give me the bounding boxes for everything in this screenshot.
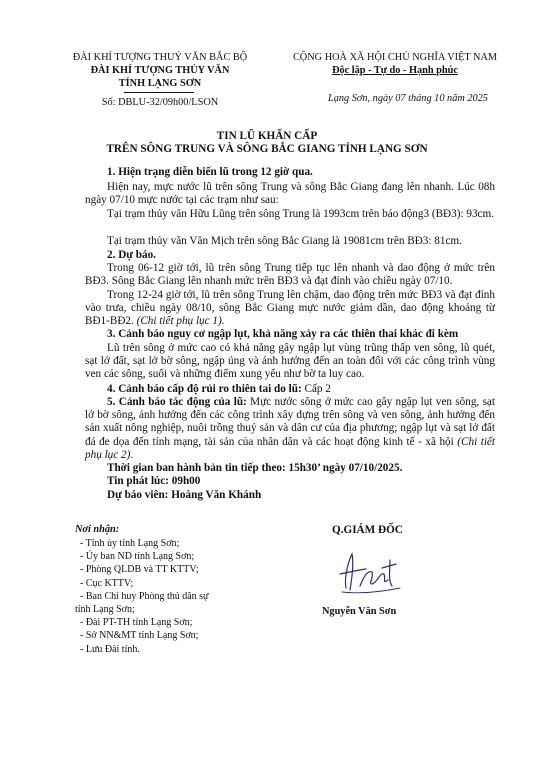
- handwritten-signature: [330, 548, 410, 598]
- appendix-2-note: (Chi tiết phụ lục 2): [85, 435, 496, 461]
- national-motto: Độc lập - Tự do - Hạnh phúc: [332, 65, 458, 76]
- section-4-line: [107, 383, 331, 396]
- forecaster: Dự báo viên: Hoàng Văn Khánh: [107, 489, 262, 501]
- appendix-1-note: (Chi tiết phụ lục 1).: [136, 315, 225, 328]
- recipient-item: - Cục KTTV;: [80, 577, 134, 589]
- bulletin-title: TIN LŨ KHẨN CẤP: [216, 130, 318, 142]
- signer-role: Q.GIÁM ĐỐC: [332, 524, 403, 536]
- recipient-item: tỉnh Lạng Sơn;: [75, 604, 135, 616]
- section-1-paragraph: Hiện nay, mực nước lũ trên sông Trung và sông Bắc Giang đang lên nhanh. Lúc 08h ngày 07/10 mực nước tại các trạm như sau:: [85, 181, 495, 207]
- place-date: Lạng Sơn, ngày 07 tháng 10 năm 2025: [328, 93, 488, 104]
- recipient-item: - Lưu Đài tỉnh.: [80, 643, 140, 655]
- national-title: CỘNG HOÀ XÃ HỘI CHỦ NGHĨA VIỆT NAM: [292, 52, 498, 63]
- recipients-heading: Nơi nhận:: [75, 524, 120, 535]
- forecast-6-12h: Trong 06-12 giờ tới, lũ trên sông Trung tiếp tục lên nhanh và dao động ở mức trên BĐ3. Sông Bắc Giang lên nhanh mức trên BĐ3 và đạt đỉnh vào chiều ngày 07/10.: [85, 262, 495, 288]
- section-4-heading: 4. Cảnh báo cấp độ rủi ro thiên tai do lũ:: [107, 383, 302, 395]
- station-van-mich: Tại trạm thủy văn Văn Mịch trên sông Bắc Giang là 19081cm trên BĐ3: 81cm.: [107, 235, 462, 247]
- forecast-12-24h: [85, 289, 495, 329]
- section-5-heading: 5. Cảnh báo tác động của lũ:: [107, 396, 247, 408]
- risk-level: Cấp 2: [304, 383, 331, 395]
- recipient-item: - Sở NN&MT tỉnh Lạng Sơn;: [80, 630, 199, 642]
- issue-time: Tin phát lúc: 09h00: [107, 475, 201, 487]
- section-1-heading: 1. Hiện trạng diễn biến lũ trong 12 giờ qua.: [107, 166, 313, 178]
- bulletin-subtitle: TRÊN SÔNG TRUNG VÀ SÔNG BẮC GIANG TỈNH LẠNG SƠN: [106, 143, 428, 155]
- recipient-item: - Phòng QLDB và TT KTTV;: [80, 564, 199, 576]
- recipient-item: - Đài PT-TH tỉnh Lạng Sơn;: [80, 617, 193, 629]
- agency-underline: [124, 92, 194, 93]
- forecast-12-24h-text: Trong 12-24 giờ tới, lũ trên sông Trung lên chậm, dao động trên mức BĐ3 và đạt đỉnh vào trưa, chiều ngày 08/10, sông Bắc Giang mực nước giảm dần, dao động khoảng từ BĐ1-BĐ2.: [85, 289, 495, 328]
- signer-name: Nguyễn Văn Sơn: [322, 606, 397, 617]
- agency-parent: ĐÀI KHÍ TƯỢNG THUỶ VĂN BẮC BỘ: [72, 52, 248, 63]
- next-issue-time: Thời gian ban hành bản tin tiếp theo: 15h30’ ngày 07/10/2025.: [107, 462, 403, 474]
- station-huu-lung: Tại trạm thủy văn Hữu Lũng trên sông Trung là 1993cm trên báo động3 (BĐ3): 93cm.: [107, 208, 495, 220]
- agency-name-line1: ĐÀI KHÍ TƯỢNG THỦY VĂN: [90, 65, 230, 76]
- recipient-item: - Ủy ban ND tỉnh Lạng Sơn;: [80, 551, 195, 563]
- section-5-paragraph: 5. Cảnh báo tác động của lũ: Mực nước sông ở mức cao gây ngập lụt ven sông, sạt lở bờ sông, ảnh hưởng đến các công trình xây dựng trên sông và ven sông, ảnh hưởng đến sản xuất nông nghiệp, nuôi trồng thuỷ sản và dân cư của địa phương; ngập lụt và sạt lở đất đá đe dọa đến tính mạng, tài sản của nhân dân và các hoạt động kinh tế - xã hội (Chi tiết phụ lục 2).: [85, 396, 496, 461]
- agency-name-line2: TỈNH LẠNG SƠN: [118, 78, 202, 89]
- section-3-heading: 3. Cảnh báo nguy cơ ngập lụt, khả năng xảy ra các thiên thai khác đi kèm: [107, 328, 459, 340]
- recipient-item: - Tỉnh ủy tỉnh Lạng Sơn;: [80, 538, 180, 549]
- recipient-item: - Ban Chỉ huy Phòng thủ dân sự: [80, 590, 209, 602]
- section-5-text: Mực nước sông ở mức cao gây ngập lụt ven sông, sạt lở bờ sông, ảnh hưởng đến các công trình xây dựng trên sông và ven sông, ảnh hưởng đến sản xuất nông nghiệp, nuôi trồng thuỷ sản và dân cư của địa phương; ngập lụt và sạt lở đất đá đe dọa đến tính mạng, tài sản của nhân dân và các hoạt động kinh tế - xã hội: [85, 396, 496, 448]
- document-number: Số: DBLU-32/09h00/LSON: [101, 97, 219, 108]
- section-3-paragraph: Lũ trên sông ở mức cao có khả năng gây ngập lụt vùng trũng thấp ven sông, lũ quét, sạt lở đất, sạt lở bờ sông, ngập úng và ảnh hưởng đến an toàn đối với các công trình vùng ven các sông, suối và những điểm xung yếu như bờ ta luy cao.: [85, 342, 495, 381]
- recipients-list: [75, 537, 208, 656]
- section-2-heading: 2. Dự báo.: [107, 249, 156, 261]
